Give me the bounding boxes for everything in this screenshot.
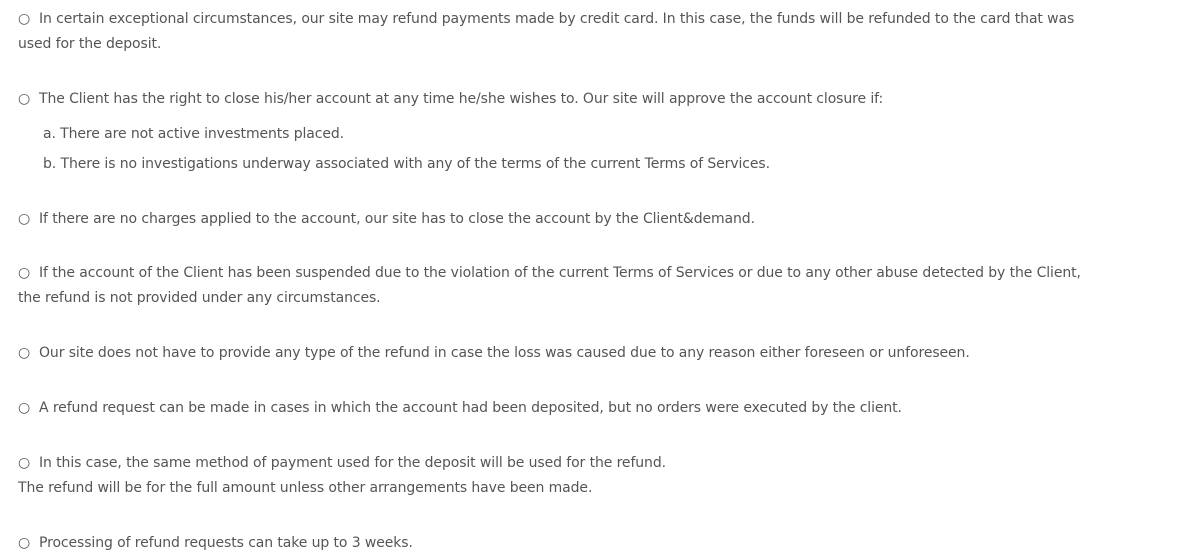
policy-item-3-line-1	[18, 209, 755, 229]
policy-item-1-line-1	[18, 9, 1074, 29]
policy-item-1-line-2: used for the deposit.	[18, 36, 162, 52]
policy-item-6-line-1	[18, 398, 902, 418]
policy-text: The Client has the right to close his/her account at any time he/she wishes to. Our site will approve the account closure if:	[39, 91, 884, 107]
circle-bullet-icon: ○	[18, 455, 31, 471]
policy-item-8-line-1	[18, 533, 413, 553]
policy-text: If the account of the Client has been suspended due to the violation of the current Terms of Services or due to any other abuse detected by the Client,	[39, 265, 1081, 281]
policy-item-4-line-2: the refund is not provided under any circumstances.	[18, 290, 381, 306]
policy-text: A refund request can be made in cases in which the account had been deposited, but no orders were executed by the client.	[39, 400, 902, 416]
policy-text: If there are no charges applied to the account, our site has to close the account by the Client&demand.	[39, 211, 755, 227]
circle-bullet-icon: ○	[18, 211, 31, 227]
circle-bullet-icon: ○	[18, 345, 31, 361]
policy-sub-item-b: b. There is no investigations underway associated with any of the terms of the current Terms of Services.	[43, 156, 770, 172]
policy-text: Our site does not have to provide any type of the refund in case the loss was caused due to any reason either foreseen or unforeseen.	[39, 345, 970, 361]
policy-text: In this case, the same method of payment used for the deposit will be used for the refund.	[39, 455, 666, 471]
policy-item-5-line-1	[18, 343, 970, 363]
circle-bullet-icon: ○	[18, 400, 31, 416]
policy-item-2-line-1	[18, 89, 883, 109]
policy-item-7-line-1	[18, 453, 666, 473]
policy-item-7-line-2: The refund will be for the full amount unless other arrangements have been made.	[18, 480, 593, 496]
policy-text: Processing of refund requests can take up to 3 weeks.	[39, 535, 413, 551]
circle-bullet-icon: ○	[18, 11, 31, 27]
circle-bullet-icon: ○	[18, 535, 31, 551]
policy-sub-item-a: a. There are not active investments placed.	[43, 126, 345, 142]
policy-text: In certain exceptional circumstances, our site may refund payments made by credit card. In this case, the funds will be refunded to the card that was	[39, 11, 1075, 27]
circle-bullet-icon: ○	[18, 91, 31, 107]
circle-bullet-icon: ○	[18, 265, 31, 281]
policy-item-4-line-1	[18, 263, 1081, 283]
